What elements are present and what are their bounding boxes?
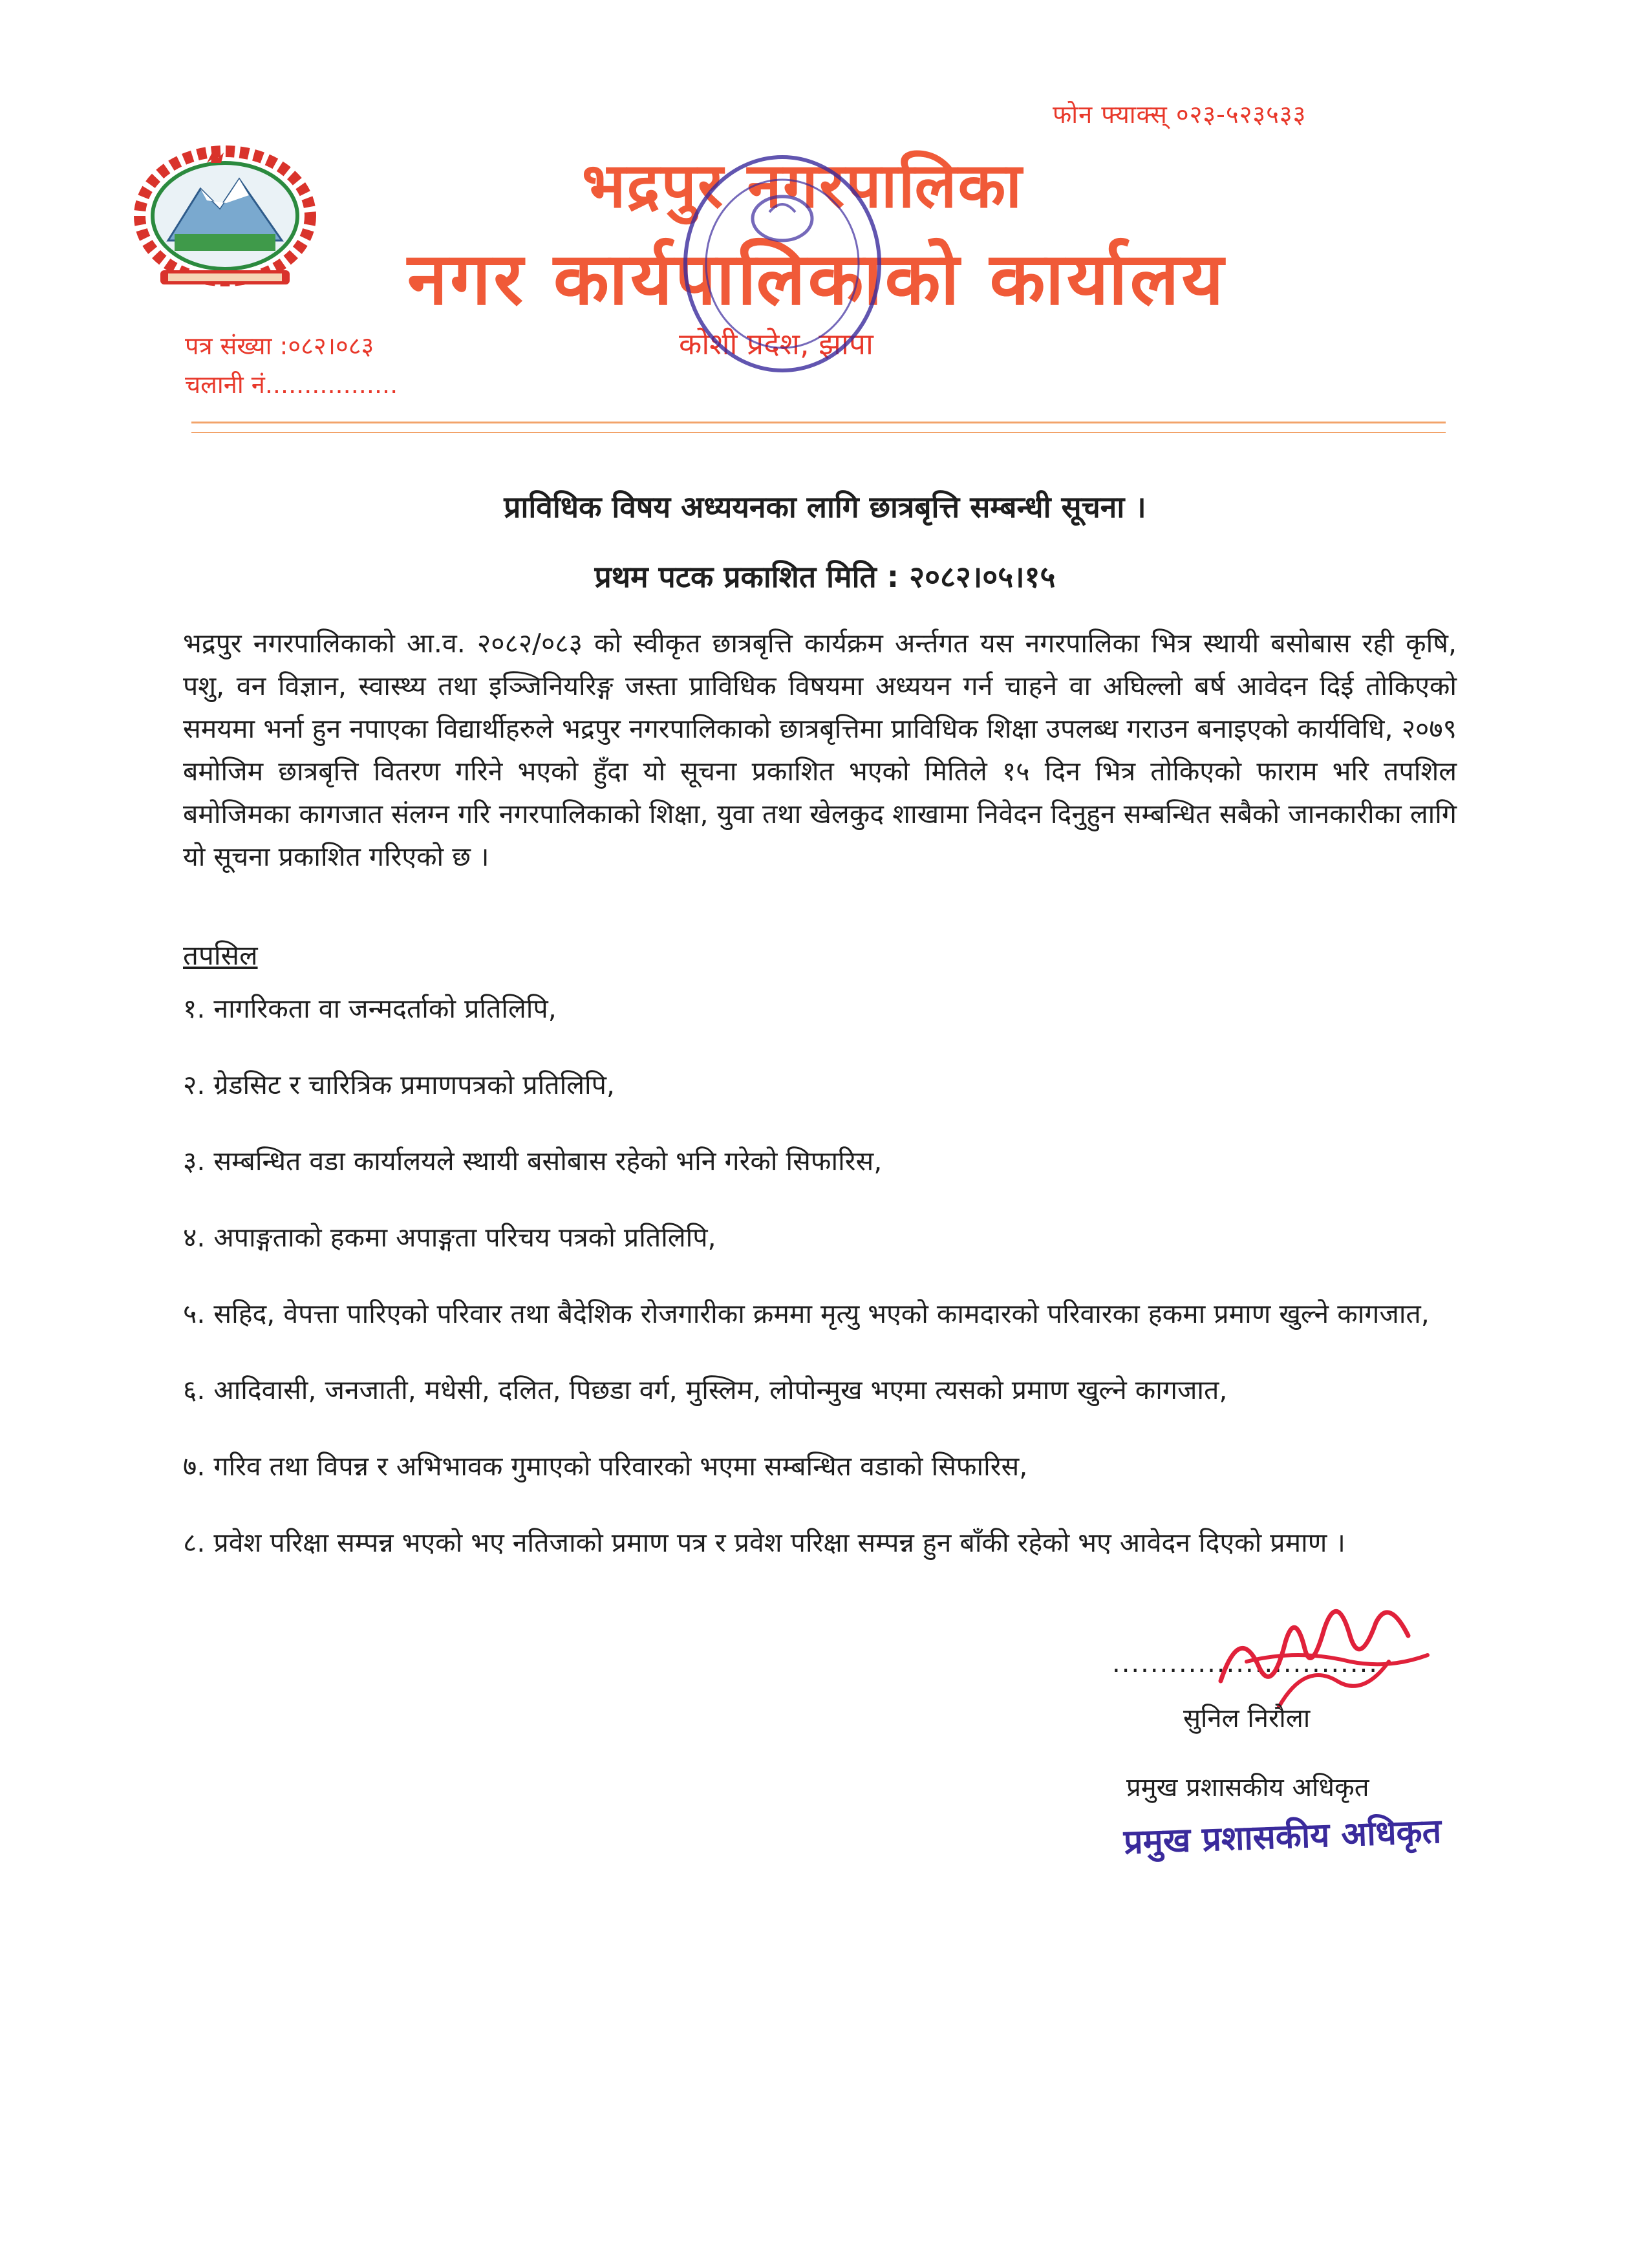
signatory-name: सुनिल निरौला	[1183, 1704, 1311, 1733]
header-divider-secondary	[191, 432, 1446, 433]
dispatch-number: चलानी नं.................	[185, 370, 398, 399]
municipality-name: भद्रपुर नगरपालिका	[582, 149, 1023, 222]
list-item: ५. सहिद, वेपत्ता पारिएको परिवार तथा बैदेशिक रोजगारीका क्रममा मृत्यु भएको कामदारको परिवारका हकमा प्रमाण खुल्ने कागजात,	[183, 1298, 1430, 1329]
list-heading: तपसिल	[183, 939, 258, 971]
list-item: ८. प्रवेश परिक्षा सम्पन्न भएको भए नतिजाको प्रमाण पत्र र प्रवेश परिक्षा सम्पन्न हुन बाँकी रहेको भए आवेदन दिएको प्रमाण ।	[183, 1527, 1345, 1558]
office-address: कोशी प्रदेश, झापा	[679, 326, 873, 361]
list-item: २. ग्रेडसिट र चारित्रिक प्रमाणपत्रको प्रतिलिपि,	[183, 1069, 615, 1100]
list-item: ४. अपाङ्गताको हकमा अपाङ्गता परिचय पत्रको प्रतिलिपि,	[183, 1222, 716, 1253]
list-item: ६. आदिवासी, जनजाती, मधेसी, दलित, पिछडा वर्ग, मुस्लिम, लोपोन्मुख भएमा त्यसको प्रमाण खुल्ने कागजात,	[183, 1375, 1228, 1406]
notice-body: भद्रपुर नगरपालिकाको आ.व. २०८२/०८३ को स्वीकृत छात्रबृत्ति कार्यक्रम अर्न्तगत यस नगरपालिका भित्र स्थायी बसोबास रही कृषि, पशु, वन विज्ञान, स्वास्थ्य तथा इञ्जिनियरिङ्ग जस्ता प्राविधिक विषयमा अध्ययन गर्न चाहने वा अघिल्लो बर्ष आवेदन दिई तोकिएको समयमा भर्ना हुन नपाएका विद्यार्थीहरुले भद्रपुर नगरपालिकाको छात्रबृत्तिमा प्राविधिक शिक्षा उपलब्ध गराउन बनाइएको कार्यविधि, २०७९ बमोजिम छात्रबृत्ति वितरण गरिने भएको हुँदा यो सूचना प्रकाशित भएको मितिले १५ दिन भित्र तोकिएको फाराम भरि तपशिल बमोजिमका कागजात संलग्न गरि नगरपालिकाको शिक्षा, युवा तथा खेलकुद शाखामा निवेदन दिनुहुन सम्बन्धित सबैको जानकारीका लागि यो सूचना प्रकाशित गरिएको छ ।	[183, 628, 1457, 872]
published-date: प्रथम पटक प्रकाशित मिति : २०८२।०५।१५	[594, 559, 1056, 594]
signature-line: ............................	[1112, 1649, 1379, 1678]
phone-fax: फोन फ्याक्स् ०२३-५२३५३३	[1053, 100, 1307, 129]
list-item: १. नागरिकता वा जन्मदर्ताको प्रतिलिपि,	[183, 993, 557, 1024]
office-seal	[672, 147, 892, 387]
letter-number: पत्र संख्या :०८२।०८३	[185, 332, 374, 360]
office-name: नगर कार्यपालिकाको कार्यालय	[407, 237, 1227, 321]
header-divider	[191, 422, 1446, 423]
notice-subject: प्राविधिक विषय अध्ययनका लागि छात्रबृत्ति सम्बन्धी सूचना ।	[504, 489, 1146, 524]
nepal-emblem-icon	[129, 144, 321, 292]
designation-stamp: प्रमुख प्रशासकीय अधिकृत	[1123, 1812, 1442, 1862]
list-item: ३. सम्बन्धित वडा कार्यालयले स्थायी बसोबास रहेको भनि गरेको सिफारिस,	[183, 1146, 883, 1177]
required-documents-list	[183, 989, 1457, 1599]
signatory-designation: प्रमुख प्रशासकीय अधिकृत	[1126, 1773, 1369, 1803]
list-item: ७. गरिव तथा विपन्न र अभिभावक गुमाएको परिवारको भएमा सम्बन्धित वडाको सिफारिस,	[183, 1451, 1028, 1482]
